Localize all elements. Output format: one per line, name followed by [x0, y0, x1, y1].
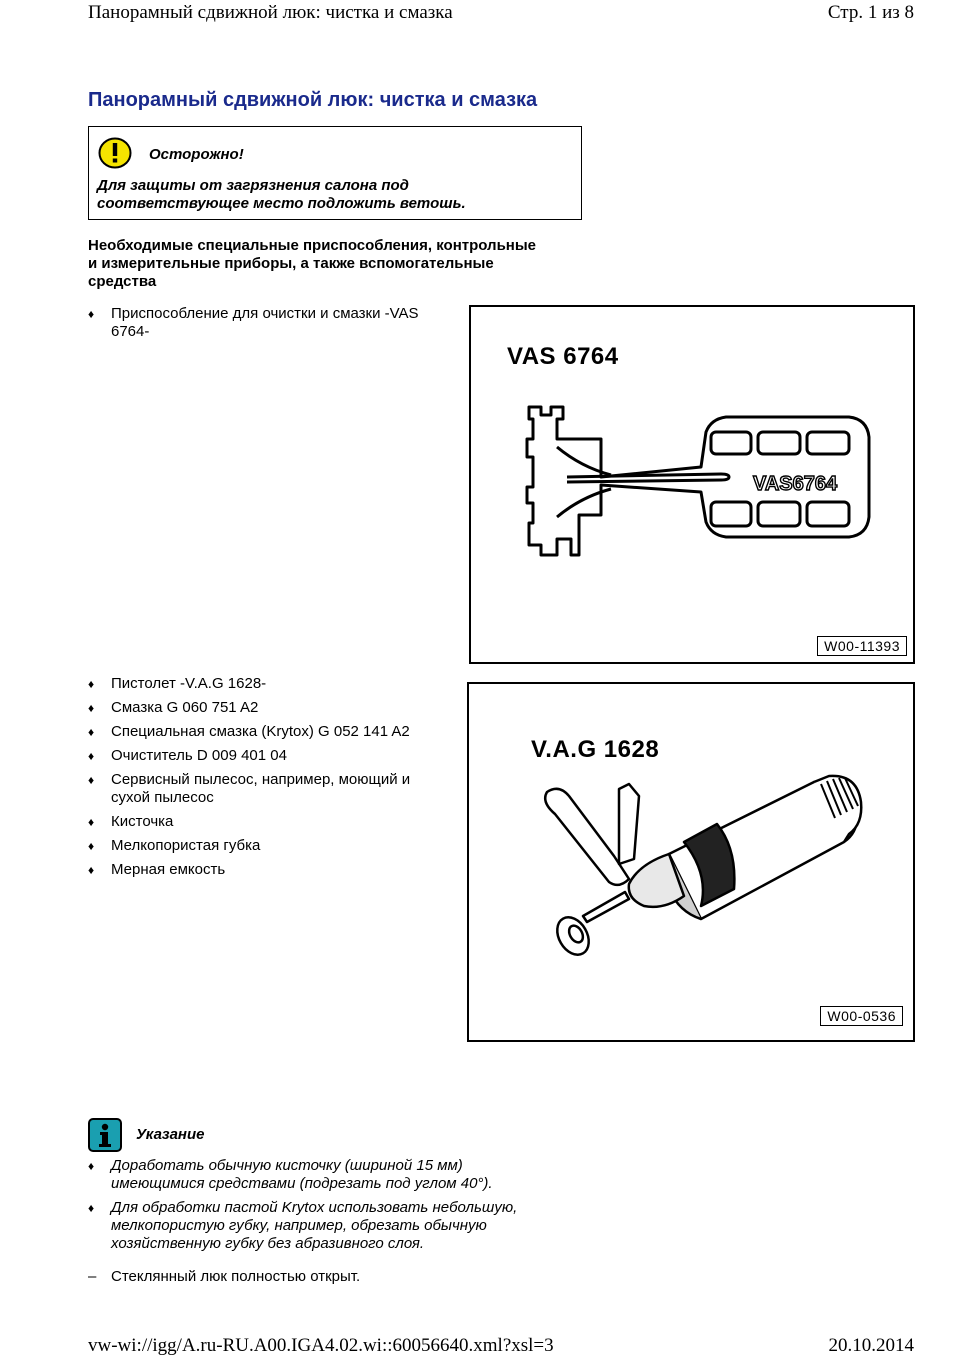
list-item	[88, 747, 458, 765]
section-heading-line: средства	[88, 273, 157, 290]
list-item-line: 6764-	[111, 323, 150, 340]
bullet-icon: ♦	[88, 773, 95, 787]
bullet-icon: ♦	[88, 1159, 95, 1173]
tools-list-first	[88, 305, 458, 341]
bullet-icon: ♦	[88, 815, 95, 829]
list-item-line: сухой пылесос	[111, 789, 214, 806]
list-item	[88, 861, 458, 879]
list-item	[88, 1199, 568, 1253]
tool-embossed-text: VAS6764	[753, 473, 838, 495]
info-icon	[88, 1118, 122, 1152]
bullet-icon: ♦	[88, 749, 95, 763]
page-header-title: Панорамный сдвижной люк: чистка и смазка	[88, 2, 453, 23]
list-item	[88, 723, 458, 741]
list-item-line: Специальная смазка (Krytox) G 052 141 A2	[111, 723, 410, 740]
list-item	[88, 305, 458, 341]
note-heading: Указание	[136, 1126, 205, 1143]
section-heading-line: и измерительные приборы, а также вспомогательные	[88, 255, 494, 272]
warning-icon	[98, 137, 132, 169]
bullet-icon: ♦	[88, 307, 95, 321]
grease-gun-drawing	[469, 684, 913, 1040]
list-item	[88, 675, 458, 693]
figure-code: W00-11393	[817, 636, 907, 656]
page-header-pagenum: Стр. 1 из 8	[827, 2, 914, 23]
list-item-line: мелкопористую губку, например, обрезать обычную	[111, 1217, 487, 1234]
bullet-icon: ♦	[88, 839, 95, 853]
list-item-line: Приспособление для очистки и смазки -VAS	[111, 305, 419, 322]
step-text: Стеклянный люк полностью открыт.	[111, 1268, 361, 1285]
list-item-line: Очиститель D 009 401 04	[111, 747, 287, 764]
list-item-line: имеющимися средствами (подрезать под углом 40°).	[111, 1175, 493, 1192]
note-list	[88, 1157, 568, 1259]
bullet-icon: ♦	[88, 1201, 95, 1215]
section-heading	[88, 237, 588, 291]
figure-label: V.A.G 1628	[531, 736, 660, 763]
list-item	[88, 771, 458, 807]
list-item	[88, 813, 458, 831]
figure-vag-1628	[467, 682, 915, 1042]
caution-box	[88, 126, 582, 220]
figure-vas-6764	[469, 305, 915, 664]
list-item-line: Мерная емкость	[111, 861, 226, 878]
list-item	[88, 837, 458, 855]
page-footer-date: 20.10.2014	[828, 1335, 914, 1356]
caution-line: соответствующее место подложить ветошь.	[97, 195, 466, 212]
bullet-icon: ♦	[88, 725, 95, 739]
list-item-line: Сервисный пылесос, например, моющий и	[111, 771, 411, 788]
bullet-icon: ♦	[88, 677, 95, 691]
list-item-line: хозяйственную губку без абразивного слоя.	[111, 1235, 425, 1252]
tools-list-second	[88, 675, 458, 885]
section-heading-line: Необходимые специальные приспособления, контрольные	[88, 237, 537, 254]
list-item-line: Пистолет -V.A.G 1628-	[111, 675, 267, 692]
list-item	[88, 699, 458, 717]
cleaning-tool-drawing	[471, 307, 913, 662]
procedure-step	[88, 1268, 360, 1285]
list-item-line: Доработать обычную кисточку (шириной 15 мм)	[111, 1157, 463, 1174]
page-title: Панорамный сдвижной люк: чистка и смазка	[88, 89, 538, 111]
list-item-line: Мелкопористая губка	[111, 837, 261, 854]
figure-code: W00-0536	[820, 1006, 903, 1026]
list-item	[88, 1157, 568, 1193]
caution-text	[97, 177, 567, 213]
page-footer-url: vw-wi://igg/A.ru-RU.A00.IGA4.02.wi::60056640.xml?xsl=3	[88, 1335, 554, 1356]
step-dash: –	[88, 1268, 97, 1285]
list-item-line: Кисточка	[111, 813, 174, 830]
caution-heading: Осторожно!	[149, 146, 244, 163]
caution-line: Для защиты от загрязнения салона под	[97, 177, 409, 194]
list-item-line: Смазка G 060 751 A2	[111, 699, 259, 716]
list-item-line: Для обработки пастой Krytox использовать небольшую,	[111, 1199, 518, 1216]
bullet-icon: ♦	[88, 701, 95, 715]
bullet-icon: ♦	[88, 863, 95, 877]
figure-label: VAS 6764	[507, 343, 619, 370]
